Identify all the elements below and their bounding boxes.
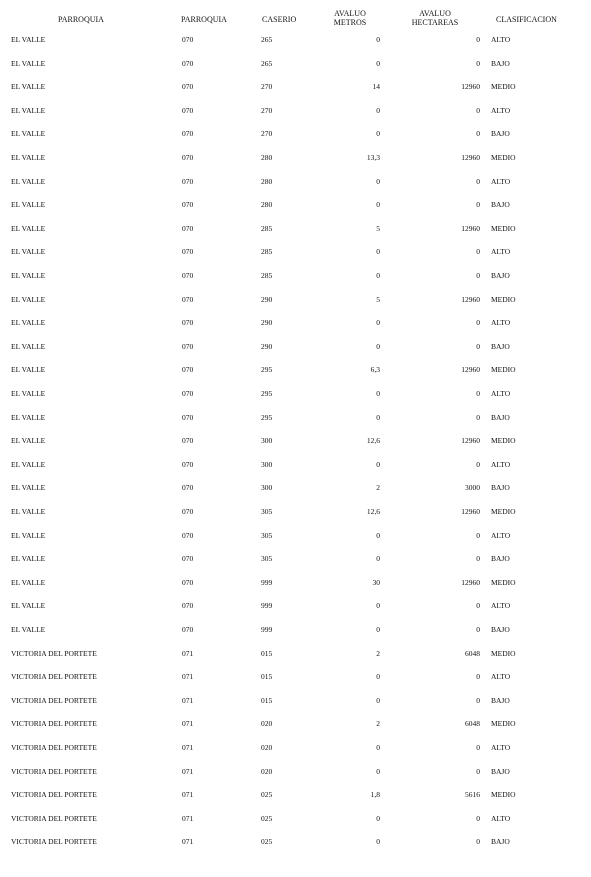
- row-clasificacion: BAJO: [491, 554, 510, 564]
- row-caserio: 025: [261, 837, 273, 847]
- row-caserio: 270: [261, 105, 273, 115]
- table-row: [0, 767, 591, 781]
- table-row: [0, 295, 591, 309]
- row-codigo: 070: [182, 389, 194, 398]
- table-row: [0, 601, 591, 615]
- row-parroquia: VICTORIA DEL PORTETE: [11, 790, 97, 800]
- table-row: [0, 129, 591, 143]
- header-parroquia-code: PARROQUIA: [181, 15, 227, 24]
- row-avaluo-metros: 0: [376, 247, 380, 257]
- row-caserio: 020: [261, 766, 273, 776]
- row-avaluo-metros: 5: [376, 294, 380, 304]
- row-clasificacion: ALTO: [491, 813, 511, 823]
- row-parroquia: EL VALLE: [11, 459, 46, 469]
- row-clasificacion: ALTO: [491, 459, 511, 469]
- header-avaluo-hectareas: AVALUO HECTAREAS: [411, 9, 459, 27]
- row-parroquia: EL VALLE: [11, 436, 46, 446]
- row-caserio: 295: [261, 365, 273, 375]
- row-avaluo-metros: 30: [372, 577, 380, 587]
- row-caserio: 290: [261, 318, 273, 328]
- row-parroquia: EL VALLE: [11, 35, 46, 44]
- row-parroquia: EL VALLE: [11, 153, 46, 162]
- row-parroquia: EL VALLE: [11, 577, 46, 587]
- row-codigo: 071: [182, 766, 194, 776]
- table-row: [0, 200, 591, 214]
- table-row: [0, 531, 591, 545]
- row-caserio: 015: [261, 648, 273, 658]
- row-clasificacion: ALTO: [491, 530, 511, 540]
- table-row: [0, 578, 591, 592]
- table-row: [0, 82, 591, 96]
- row-caserio: 280: [261, 153, 273, 162]
- row-parroquia: VICTORIA DEL PORTETE: [11, 719, 97, 729]
- row-caserio: 300: [261, 483, 273, 493]
- row-parroquia: VICTORIA DEL PORTETE: [11, 743, 97, 752]
- row-clasificacion: MEDIO: [491, 294, 516, 304]
- row-codigo: 070: [182, 530, 194, 540]
- row-avaluo-metros: 0: [376, 412, 380, 422]
- row-caserio: 025: [261, 813, 273, 823]
- row-avaluo-hectareas: 0: [476, 129, 480, 139]
- table-row: [0, 342, 591, 356]
- table-row: [0, 696, 591, 710]
- row-avaluo-metros: 2: [376, 483, 380, 493]
- row-avaluo-metros: 0: [376, 318, 380, 328]
- table-row: [0, 743, 591, 757]
- row-avaluo-metros: 0: [376, 813, 380, 823]
- row-clasificacion: BAJO: [491, 695, 510, 705]
- row-avaluo-metros: 0: [376, 625, 380, 634]
- row-avaluo-metros: 0: [376, 766, 380, 776]
- row-clasificacion: BAJO: [491, 58, 510, 68]
- row-clasificacion: ALTO: [491, 601, 511, 611]
- row-clasificacion: ALTO: [491, 389, 511, 398]
- row-codigo: 070: [182, 247, 194, 257]
- row-clasificacion: MEDIO: [491, 719, 516, 729]
- row-avaluo-hectareas: 0: [476, 412, 480, 422]
- row-clasificacion: MEDIO: [491, 648, 516, 658]
- row-codigo: 070: [182, 318, 194, 328]
- row-avaluo-hectareas: 12960: [461, 223, 480, 233]
- row-caserio: 285: [261, 223, 273, 233]
- row-avaluo-hectareas: 12960: [461, 294, 480, 304]
- row-avaluo-hectareas: 12960: [461, 436, 480, 446]
- row-codigo: 071: [182, 648, 194, 658]
- row-avaluo-hectareas: 0: [476, 459, 480, 469]
- row-avaluo-metros: 12,6: [366, 507, 380, 516]
- row-avaluo-metros: 0: [376, 601, 380, 611]
- table-row: [0, 153, 591, 167]
- row-avaluo-hectareas: 0: [476, 58, 480, 68]
- row-clasificacion: MEDIO: [491, 365, 516, 375]
- row-avaluo-metros: 5: [376, 223, 380, 233]
- row-avaluo-metros: 0: [376, 554, 380, 564]
- table-row: [0, 790, 591, 804]
- row-clasificacion: ALTO: [491, 176, 511, 186]
- row-caserio: 295: [261, 389, 273, 398]
- row-avaluo-hectareas: 0: [476, 105, 480, 115]
- row-parroquia: EL VALLE: [11, 294, 46, 304]
- row-parroquia: VICTORIA DEL PORTETE: [11, 813, 97, 823]
- row-avaluo-hectareas: 0: [476, 837, 480, 847]
- row-avaluo-metros: 0: [376, 837, 380, 847]
- row-caserio: 300: [261, 459, 273, 469]
- row-caserio: 999: [261, 601, 273, 611]
- table-row: [0, 625, 591, 639]
- row-avaluo-metros: 0: [376, 389, 380, 398]
- row-clasificacion: BAJO: [491, 837, 510, 847]
- row-caserio: 999: [261, 577, 273, 587]
- row-codigo: 070: [182, 341, 194, 351]
- row-clasificacion: BAJO: [491, 271, 510, 280]
- row-codigo: 071: [182, 719, 194, 729]
- table-row: [0, 365, 591, 379]
- row-avaluo-metros: 0: [376, 176, 380, 186]
- table-row: [0, 224, 591, 238]
- row-avaluo-metros: 13,3: [366, 153, 380, 162]
- row-parroquia: EL VALLE: [11, 176, 46, 186]
- row-clasificacion: ALTO: [491, 247, 511, 257]
- row-caserio: 020: [261, 719, 273, 729]
- row-caserio: 265: [261, 35, 273, 44]
- row-parroquia: EL VALLE: [11, 389, 46, 398]
- row-avaluo-hectareas: 12960: [461, 577, 480, 587]
- row-clasificacion: BAJO: [491, 129, 510, 139]
- row-codigo: 070: [182, 577, 194, 587]
- row-parroquia: EL VALLE: [11, 625, 46, 634]
- row-avaluo-metros: 0: [376, 35, 380, 44]
- row-avaluo-hectareas: 0: [476, 318, 480, 328]
- row-parroquia: EL VALLE: [11, 507, 46, 516]
- row-parroquia: EL VALLE: [11, 601, 46, 611]
- table-row: [0, 649, 591, 663]
- row-avaluo-metros: 0: [376, 459, 380, 469]
- row-avaluo-metros: 0: [376, 271, 380, 280]
- row-codigo: 070: [182, 554, 194, 564]
- row-codigo: 070: [182, 625, 194, 634]
- header-avaluo-metros: AVALUO METROS: [333, 9, 367, 27]
- row-parroquia: EL VALLE: [11, 129, 46, 139]
- row-avaluo-metros: 1,8: [370, 790, 380, 800]
- row-codigo: 070: [182, 35, 194, 44]
- row-avaluo-hectareas: 0: [476, 341, 480, 351]
- row-caserio: 025: [261, 790, 273, 800]
- row-caserio: 270: [261, 82, 273, 92]
- row-clasificacion: MEDIO: [491, 153, 516, 162]
- row-avaluo-metros: 0: [376, 105, 380, 115]
- row-clasificacion: MEDIO: [491, 82, 516, 92]
- table-row: [0, 247, 591, 261]
- row-codigo: 071: [182, 837, 194, 847]
- row-codigo: 070: [182, 82, 194, 92]
- row-avaluo-hectareas: 12960: [461, 507, 480, 516]
- table-row: [0, 483, 591, 497]
- row-codigo: 071: [182, 695, 194, 705]
- row-caserio: 305: [261, 554, 273, 564]
- row-clasificacion: BAJO: [491, 625, 510, 634]
- row-clasificacion: BAJO: [491, 412, 510, 422]
- row-clasificacion: ALTO: [491, 105, 511, 115]
- row-codigo: 070: [182, 58, 194, 68]
- header-caserio: CASERIO: [262, 15, 297, 24]
- row-caserio: 265: [261, 58, 273, 68]
- row-avaluo-hectareas: 0: [476, 813, 480, 823]
- row-avaluo-metros: 6,3: [370, 365, 380, 375]
- row-clasificacion: BAJO: [491, 341, 510, 351]
- row-codigo: 070: [182, 200, 194, 210]
- row-avaluo-hectareas: 0: [476, 743, 480, 752]
- row-codigo: 070: [182, 601, 194, 611]
- table-row: [0, 389, 591, 403]
- row-caserio: 015: [261, 695, 273, 705]
- row-codigo: 070: [182, 412, 194, 422]
- row-caserio: 015: [261, 672, 273, 682]
- row-avaluo-hectareas: 0: [476, 176, 480, 186]
- row-avaluo-metros: 0: [376, 530, 380, 540]
- row-avaluo-metros: 0: [376, 695, 380, 705]
- row-avaluo-hectareas: 0: [476, 601, 480, 611]
- row-clasificacion: ALTO: [491, 743, 511, 752]
- row-caserio: 280: [261, 176, 273, 186]
- table-row: [0, 413, 591, 427]
- row-avaluo-hectareas: 0: [476, 530, 480, 540]
- row-avaluo-metros: 0: [376, 743, 380, 752]
- row-avaluo-hectareas: 0: [476, 766, 480, 776]
- table-row: [0, 672, 591, 686]
- table-row: [0, 460, 591, 474]
- row-caserio: 999: [261, 625, 273, 634]
- row-caserio: 280: [261, 200, 273, 210]
- table-row: [0, 554, 591, 568]
- row-avaluo-hectareas: 12960: [461, 153, 480, 162]
- row-parroquia: EL VALLE: [11, 554, 46, 564]
- table-row: [0, 318, 591, 332]
- row-clasificacion: MEDIO: [491, 577, 516, 587]
- row-clasificacion: ALTO: [491, 35, 511, 44]
- row-caserio: 300: [261, 436, 273, 446]
- header-clasificacion: CLASIFICACION: [496, 15, 557, 24]
- row-codigo: 070: [182, 153, 194, 162]
- row-avaluo-metros: 2: [376, 648, 380, 658]
- row-avaluo-metros: 12,6: [366, 436, 380, 446]
- row-parroquia: VICTORIA DEL PORTETE: [11, 695, 97, 705]
- table-row: [0, 271, 591, 285]
- row-avaluo-hectareas: 5616: [465, 790, 480, 800]
- row-avaluo-hectareas: 0: [476, 554, 480, 564]
- row-codigo: 070: [182, 223, 194, 233]
- row-avaluo-hectareas: 0: [476, 672, 480, 682]
- row-codigo: 070: [182, 459, 194, 469]
- row-clasificacion: MEDIO: [491, 790, 516, 800]
- row-avaluo-metros: 0: [376, 58, 380, 68]
- row-codigo: 070: [182, 176, 194, 186]
- row-avaluo-metros: 2: [376, 719, 380, 729]
- table-row: [0, 177, 591, 191]
- row-parroquia: EL VALLE: [11, 483, 46, 493]
- row-avaluo-hectareas: 6048: [465, 719, 480, 729]
- row-clasificacion: MEDIO: [491, 436, 516, 446]
- row-clasificacion: MEDIO: [491, 223, 516, 233]
- row-avaluo-hectareas: 0: [476, 247, 480, 257]
- row-avaluo-hectareas: 3000: [465, 483, 480, 493]
- row-clasificacion: BAJO: [491, 766, 510, 776]
- row-clasificacion: MEDIO: [491, 507, 516, 516]
- row-avaluo-hectareas: 0: [476, 389, 480, 398]
- row-caserio: 290: [261, 341, 273, 351]
- row-parroquia: VICTORIA DEL PORTETE: [11, 648, 97, 658]
- row-avaluo-metros: 14: [372, 82, 380, 92]
- row-codigo: 071: [182, 672, 194, 682]
- header-parroquia: PARROQUIA: [58, 15, 104, 24]
- row-avaluo-hectareas: 0: [476, 200, 480, 210]
- row-caserio: 290: [261, 294, 273, 304]
- row-caserio: 285: [261, 271, 273, 280]
- row-parroquia: EL VALLE: [11, 247, 46, 257]
- row-caserio: 305: [261, 507, 273, 516]
- row-clasificacion: BAJO: [491, 483, 510, 493]
- row-avaluo-metros: 0: [376, 129, 380, 139]
- row-clasificacion: ALTO: [491, 672, 511, 682]
- table-row: [0, 507, 591, 521]
- row-parroquia: EL VALLE: [11, 200, 46, 210]
- row-parroquia: VICTORIA DEL PORTETE: [11, 766, 97, 776]
- row-avaluo-hectareas: 0: [476, 695, 480, 705]
- row-codigo: 070: [182, 365, 194, 375]
- row-codigo: 070: [182, 129, 194, 139]
- row-codigo: 070: [182, 483, 194, 493]
- table-row: [0, 719, 591, 733]
- row-avaluo-hectareas: 12960: [461, 365, 480, 375]
- row-parroquia: EL VALLE: [11, 58, 46, 68]
- row-clasificacion: ALTO: [491, 318, 511, 328]
- row-codigo: 070: [182, 507, 194, 516]
- table-row: [0, 837, 591, 851]
- row-caserio: 020: [261, 743, 273, 752]
- row-parroquia: EL VALLE: [11, 271, 46, 280]
- table-row: [0, 59, 591, 73]
- row-codigo: 070: [182, 436, 194, 446]
- row-codigo: 070: [182, 105, 194, 115]
- row-parroquia: EL VALLE: [11, 318, 46, 328]
- row-parroquia: EL VALLE: [11, 365, 46, 375]
- row-codigo: 070: [182, 271, 194, 280]
- row-codigo: 071: [182, 790, 194, 800]
- row-codigo: 071: [182, 743, 194, 752]
- row-parroquia: EL VALLE: [11, 341, 46, 351]
- table-row: [0, 814, 591, 828]
- row-avaluo-hectareas: 0: [476, 625, 480, 634]
- row-parroquia: EL VALLE: [11, 412, 46, 422]
- table-row: [0, 436, 591, 450]
- row-parroquia: EL VALLE: [11, 105, 46, 115]
- row-parroquia: EL VALLE: [11, 82, 46, 92]
- row-caserio: 270: [261, 129, 273, 139]
- row-clasificacion: BAJO: [491, 200, 510, 210]
- row-avaluo-hectareas: 0: [476, 271, 480, 280]
- row-avaluo-metros: 0: [376, 672, 380, 682]
- row-caserio: 295: [261, 412, 273, 422]
- row-avaluo-hectareas: 12960: [461, 82, 480, 92]
- row-codigo: 071: [182, 813, 194, 823]
- row-codigo: 070: [182, 294, 194, 304]
- row-parroquia: VICTORIA DEL PORTETE: [11, 837, 97, 847]
- table-row: [0, 35, 591, 49]
- row-avaluo-hectareas: 0: [476, 35, 480, 44]
- row-parroquia: VICTORIA DEL PORTETE: [11, 672, 97, 682]
- row-avaluo-metros: 0: [376, 341, 380, 351]
- row-caserio: 305: [261, 530, 273, 540]
- row-avaluo-hectareas: 6048: [465, 648, 480, 658]
- row-caserio: 285: [261, 247, 273, 257]
- table-row: [0, 106, 591, 120]
- row-avaluo-metros: 0: [376, 200, 380, 210]
- row-parroquia: EL VALLE: [11, 223, 46, 233]
- row-parroquia: EL VALLE: [11, 530, 46, 540]
